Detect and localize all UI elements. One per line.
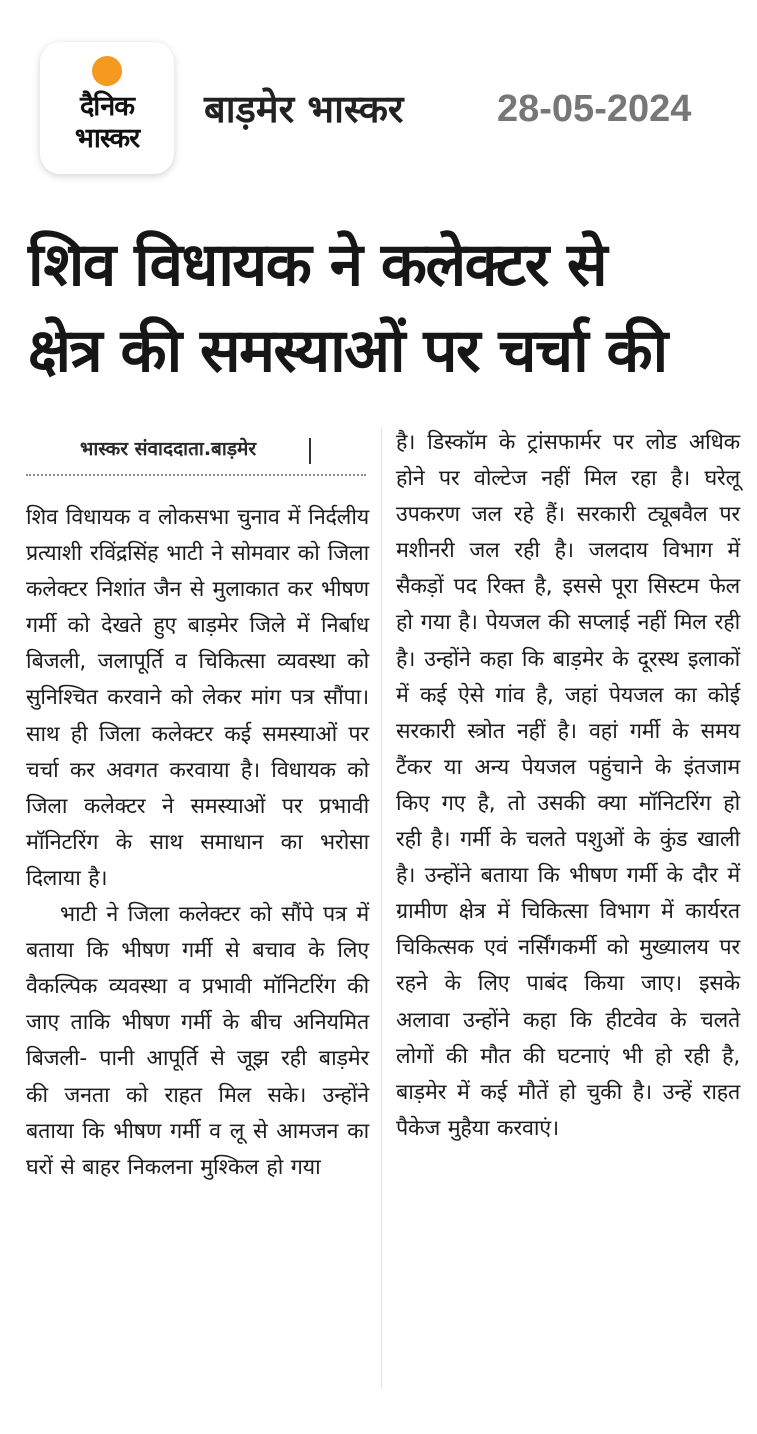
- edition-title: बाड़मेर भास्कर: [204, 87, 404, 131]
- dotted-rule: [26, 474, 366, 476]
- logo-text-line2: भास्कर: [74, 123, 140, 154]
- headline-line-1: शिव विधायक ने कलेक्टर से: [28, 230, 607, 300]
- column-divider: [381, 428, 382, 1388]
- paragraph-continued: है। डिस्कॉम के ट्रांसफार्मर पर लोड अधिक होने पर वोल्टेज नहीं मिल रहा है। घरेलू उपकरण जल रहे हैं। सरकारी ट्यूबवैल पर मशीनरी जल रही है। जलदाय विभाग में सैकड़ों पद रिक्त है, इससे पूरा सिस्टम फेल हो गया है। पेयजल की सप्लाई नहीं मिल रही है। उन्होंने कहा कि बाड़मेर के दूरस्थ इलाकों में कई ऐसे गांव है, जहां पेयजल का कोई सरकारी स्त्रोत नहीं है। वहां गर्मी के समय टैंकर या अन्य पेयजल पहुंचाने के इंतजाम किए गए है, तो उसकी क्या मॉनिटरिंग हो रही है। गर्मी के चलते पशुओं के कुंड खाली है। उन्होंने बताया कि भीषण गर्मी के दौर में ग्रामीण क्षेत्र में चिकित्सा विभाग में कार्यरत चिकित्सक एवं नर्सिंगकर्मी को मुख्यालय पर रहने के लिए पाबंद किया जाए। इसके अलावा उन्होंने कहा कि हीटवेव के चलते लोगों की मौत की घटनाएं भी हो रही है, बाड़मेर में कई मौतें हो चुकी है। उन्हें राहत पैकेज मुहैया करवाएं।: [396, 430, 740, 1141]
- article-headline: [28, 222, 738, 394]
- publication-date: 28-05-2024: [497, 88, 692, 130]
- byline-separator: [309, 438, 311, 464]
- article-column-right: [396, 425, 740, 1147]
- sun-icon: [92, 56, 122, 86]
- paragraph-2: भाटी ने जिला कलेक्टर को सौंपे पत्र में बताया कि भीषण गर्मी से बचाव के लिए वैकल्पिक व्यवस्था व प्रभावी मॉनिटरिंग की जाए ताकि भीषण गर्मी के बीच अनियमित बिजली- पानी आपूर्ति से जूझ रही बाड़मेर की जनता को राहत मिल सके। उन्होंने बताया कि भीषण गर्मी व लू से आमजन का घरों से बाहर निकलना मुश्किल हो गया: [26, 902, 369, 1180]
- dainik-bhaskar-logo: [40, 42, 174, 174]
- masthead: [0, 0, 757, 200]
- headline-line-2: क्षेत्र की समस्याओं पर चर्चा की: [28, 316, 667, 386]
- byline: भास्कर संवाददाता.बाड़मेर: [80, 438, 257, 460]
- logo-text-line1: दैनिक: [79, 91, 135, 122]
- paragraph-1: शिव विधायक व लोकसभा चुनाव में निर्दलीय प्रत्याशी रविंद्रसिंह भाटी ने सोमवार को जिला कलेक्टर निशांत जैन से मुलाकात कर भीषण गर्मी को देखते हुए बाड़मेर जिले में निर्बाध बिजली, जलापूर्ति व चिकित्सा व्यवस्था को सुनिश्चित करवाने को लेकर मांग पत्र सौंपा। साथ ही जिला कलेक्टर कई समस्याओं पर चर्चा कर अवगत करवाया है। विधायक को जिला कलेक्टर ने समस्याओं पर प्रभावी मॉनिटरिंग के साथ समाधान का भरोसा दिलाया है।: [26, 505, 369, 891]
- article-column-left: [26, 500, 369, 1186]
